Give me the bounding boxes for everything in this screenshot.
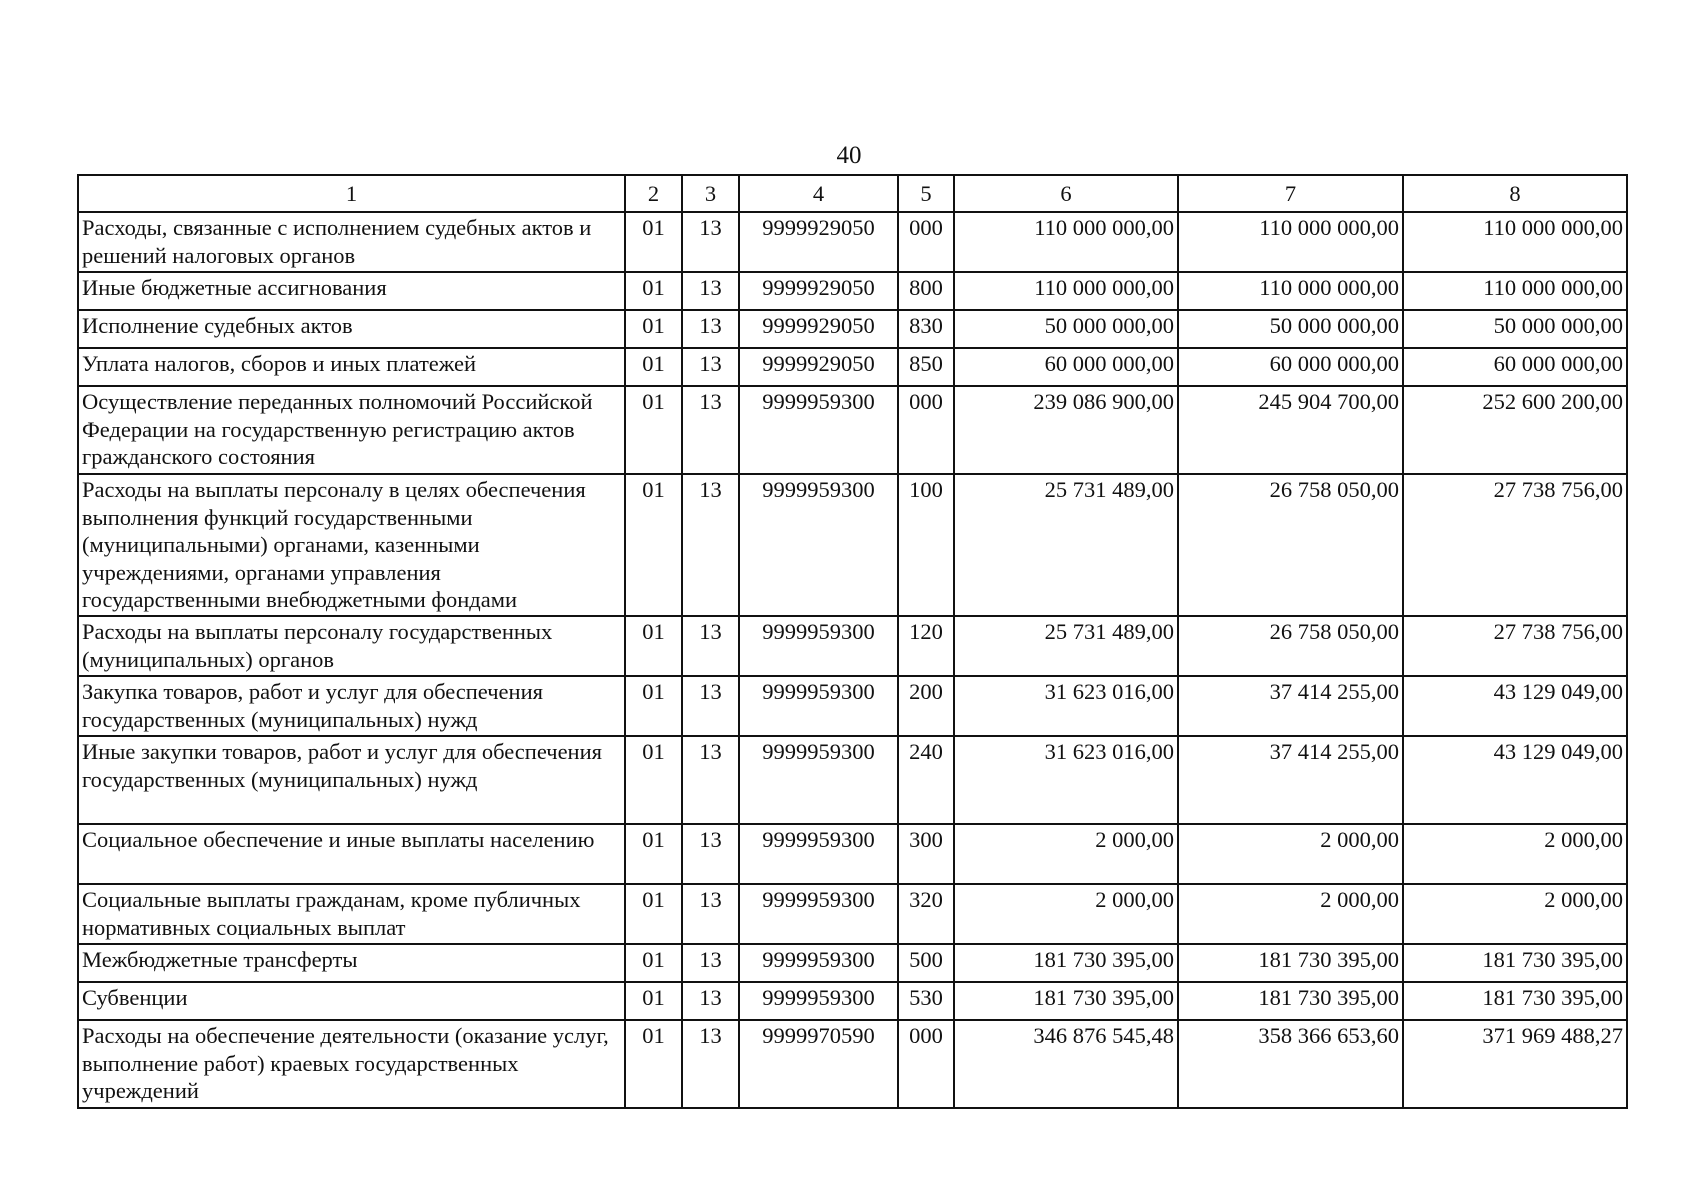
amount-col6: 50 000 000,00 — [954, 310, 1178, 348]
amount-col6: 346 876 545,48 — [954, 1020, 1178, 1108]
expense-type-code: 800 — [898, 272, 954, 310]
amount-col6: 110 000 000,00 — [954, 212, 1178, 272]
table-row — [78, 386, 1627, 474]
section-code: 01 — [625, 884, 682, 944]
column-header: 4 — [739, 175, 898, 212]
section-code: 01 — [625, 1020, 682, 1108]
amount-col8: 181 730 395,00 — [1403, 982, 1627, 1020]
subsection-code: 13 — [682, 944, 739, 982]
row-name: Расходы, связанные с исполнением судебных актов и решений налоговых органов — [78, 212, 625, 272]
table-row — [78, 272, 1627, 310]
amount-col8: 110 000 000,00 — [1403, 212, 1627, 272]
amount-col7: 37 414 255,00 — [1178, 736, 1403, 824]
amount-col6: 181 730 395,00 — [954, 982, 1178, 1020]
subsection-code: 13 — [682, 736, 739, 824]
column-header: 7 — [1178, 175, 1403, 212]
subsection-code: 13 — [682, 982, 739, 1020]
table-row — [78, 310, 1627, 348]
amount-col6: 60 000 000,00 — [954, 348, 1178, 386]
target-article-code: 9999959300 — [739, 944, 898, 982]
target-article-code: 9999970590 — [739, 1020, 898, 1108]
table-row — [78, 1020, 1627, 1108]
target-article-code: 9999959300 — [739, 386, 898, 474]
target-article-code: 9999929050 — [739, 348, 898, 386]
amount-col7: 245 904 700,00 — [1178, 386, 1403, 474]
amount-col7: 26 758 050,00 — [1178, 474, 1403, 616]
section-code: 01 — [625, 824, 682, 884]
subsection-code: 13 — [682, 884, 739, 944]
table-row — [78, 982, 1627, 1020]
amount-col8: 50 000 000,00 — [1403, 310, 1627, 348]
section-code: 01 — [625, 212, 682, 272]
row-name: Межбюджетные трансферты — [78, 944, 625, 982]
section-code: 01 — [625, 616, 682, 676]
amount-col6: 25 731 489,00 — [954, 474, 1178, 616]
target-article-code: 9999959300 — [739, 676, 898, 736]
expense-type-code: 530 — [898, 982, 954, 1020]
target-article-code: 9999959300 — [739, 616, 898, 676]
row-name: Социальное обеспечение и иные выплаты населению — [78, 824, 625, 884]
subsection-code: 13 — [682, 1020, 739, 1108]
expense-type-code: 000 — [898, 1020, 954, 1108]
column-header: 8 — [1403, 175, 1627, 212]
amount-col8: 181 730 395,00 — [1403, 944, 1627, 982]
amount-col8: 110 000 000,00 — [1403, 272, 1627, 310]
expense-type-code: 850 — [898, 348, 954, 386]
amount-col6: 2 000,00 — [954, 884, 1178, 944]
subsection-code: 13 — [682, 310, 739, 348]
row-name: Расходы на выплаты персоналу государственных (муниципальных) органов — [78, 616, 625, 676]
amount-col7: 181 730 395,00 — [1178, 944, 1403, 982]
amount-col8: 43 129 049,00 — [1403, 736, 1627, 824]
expense-type-code: 830 — [898, 310, 954, 348]
expense-type-code: 240 — [898, 736, 954, 824]
budget-table — [77, 174, 1628, 1109]
expense-type-code: 100 — [898, 474, 954, 616]
subsection-code: 13 — [682, 272, 739, 310]
column-header: 2 — [625, 175, 682, 212]
subsection-code: 13 — [682, 616, 739, 676]
section-code: 01 — [625, 272, 682, 310]
target-article-code: 9999959300 — [739, 474, 898, 616]
table-row — [78, 474, 1627, 616]
amount-col8: 27 738 756,00 — [1403, 616, 1627, 676]
row-name: Иные бюджетные ассигнования — [78, 272, 625, 310]
expense-type-code: 500 — [898, 944, 954, 982]
subsection-code: 13 — [682, 474, 739, 616]
section-code: 01 — [625, 736, 682, 824]
row-name: Иные закупки товаров, работ и услуг для обеспечения государственных (муниципальных) нужд — [78, 736, 625, 824]
amount-col7: 26 758 050,00 — [1178, 616, 1403, 676]
target-article-code: 9999959300 — [739, 982, 898, 1020]
expense-type-code: 200 — [898, 676, 954, 736]
subsection-code: 13 — [682, 824, 739, 884]
amount-col7: 110 000 000,00 — [1178, 272, 1403, 310]
table-row — [78, 212, 1627, 272]
section-code: 01 — [625, 982, 682, 1020]
column-header: 5 — [898, 175, 954, 212]
amount-col8: 60 000 000,00 — [1403, 348, 1627, 386]
amount-col7: 2 000,00 — [1178, 884, 1403, 944]
row-name: Осуществление переданных полномочий Российской Федерации на государственную регистрацию актов гражданского состояния — [78, 386, 625, 474]
section-code: 01 — [625, 474, 682, 616]
target-article-code: 9999929050 — [739, 310, 898, 348]
amount-col7: 358 366 653,60 — [1178, 1020, 1403, 1108]
expense-type-code: 120 — [898, 616, 954, 676]
amount-col8: 2 000,00 — [1403, 884, 1627, 944]
amount-col6: 25 731 489,00 — [954, 616, 1178, 676]
table-row — [78, 944, 1627, 982]
column-header: 6 — [954, 175, 1178, 212]
target-article-code: 9999959300 — [739, 884, 898, 944]
amount-col7: 37 414 255,00 — [1178, 676, 1403, 736]
expense-type-code: 000 — [898, 386, 954, 474]
table-row — [78, 616, 1627, 676]
row-name: Закупка товаров, работ и услуг для обеспечения государственных (муниципальных) нужд — [78, 676, 625, 736]
target-article-code: 9999959300 — [739, 736, 898, 824]
section-code: 01 — [625, 676, 682, 736]
section-code: 01 — [625, 944, 682, 982]
column-header: 3 — [682, 175, 739, 212]
amount-col7: 60 000 000,00 — [1178, 348, 1403, 386]
expense-type-code: 000 — [898, 212, 954, 272]
row-name: Субвенции — [78, 982, 625, 1020]
subsection-code: 13 — [682, 348, 739, 386]
amount-col6: 110 000 000,00 — [954, 272, 1178, 310]
row-name: Расходы на выплаты персоналу в целях обеспечения выполнения функций государственными (муниципальными) органами, казенными учреждениями, органами управления государственными внебюджетными фондами — [78, 474, 625, 616]
amount-col7: 50 000 000,00 — [1178, 310, 1403, 348]
amount-col6: 181 730 395,00 — [954, 944, 1178, 982]
amount-col8: 252 600 200,00 — [1403, 386, 1627, 474]
header-row — [78, 175, 1627, 212]
table-row — [78, 676, 1627, 736]
subsection-code: 13 — [682, 386, 739, 474]
amount-col7: 2 000,00 — [1178, 824, 1403, 884]
amount-col7: 181 730 395,00 — [1178, 982, 1403, 1020]
amount-col7: 110 000 000,00 — [1178, 212, 1403, 272]
column-header: 1 — [78, 175, 625, 212]
row-name: Социальные выплаты гражданам, кроме публичных нормативных социальных выплат — [78, 884, 625, 944]
amount-col8: 43 129 049,00 — [1403, 676, 1627, 736]
table-row — [78, 348, 1627, 386]
expense-type-code: 320 — [898, 884, 954, 944]
amount-col6: 239 086 900,00 — [954, 386, 1178, 474]
section-code: 01 — [625, 348, 682, 386]
table-row — [78, 824, 1627, 884]
amount-col8: 371 969 488,27 — [1403, 1020, 1627, 1108]
expense-type-code: 300 — [898, 824, 954, 884]
row-name: Уплата налогов, сборов и иных платежей — [78, 348, 625, 386]
target-article-code: 9999929050 — [739, 272, 898, 310]
amount-col8: 2 000,00 — [1403, 824, 1627, 884]
page-number: 40 — [836, 142, 862, 169]
table-row — [78, 884, 1627, 944]
amount-col8: 27 738 756,00 — [1403, 474, 1627, 616]
amount-col6: 31 623 016,00 — [954, 676, 1178, 736]
subsection-code: 13 — [682, 676, 739, 736]
subsection-code: 13 — [682, 212, 739, 272]
section-code: 01 — [625, 386, 682, 474]
target-article-code: 9999929050 — [739, 212, 898, 272]
section-code: 01 — [625, 310, 682, 348]
table-row — [78, 736, 1627, 824]
row-name: Исполнение судебных актов — [78, 310, 625, 348]
target-article-code: 9999959300 — [739, 824, 898, 884]
amount-col6: 31 623 016,00 — [954, 736, 1178, 824]
row-name: Расходы на обеспечение деятельности (оказание услуг, выполнение работ) краевых государственных учреждений — [78, 1020, 625, 1108]
amount-col6: 2 000,00 — [954, 824, 1178, 884]
